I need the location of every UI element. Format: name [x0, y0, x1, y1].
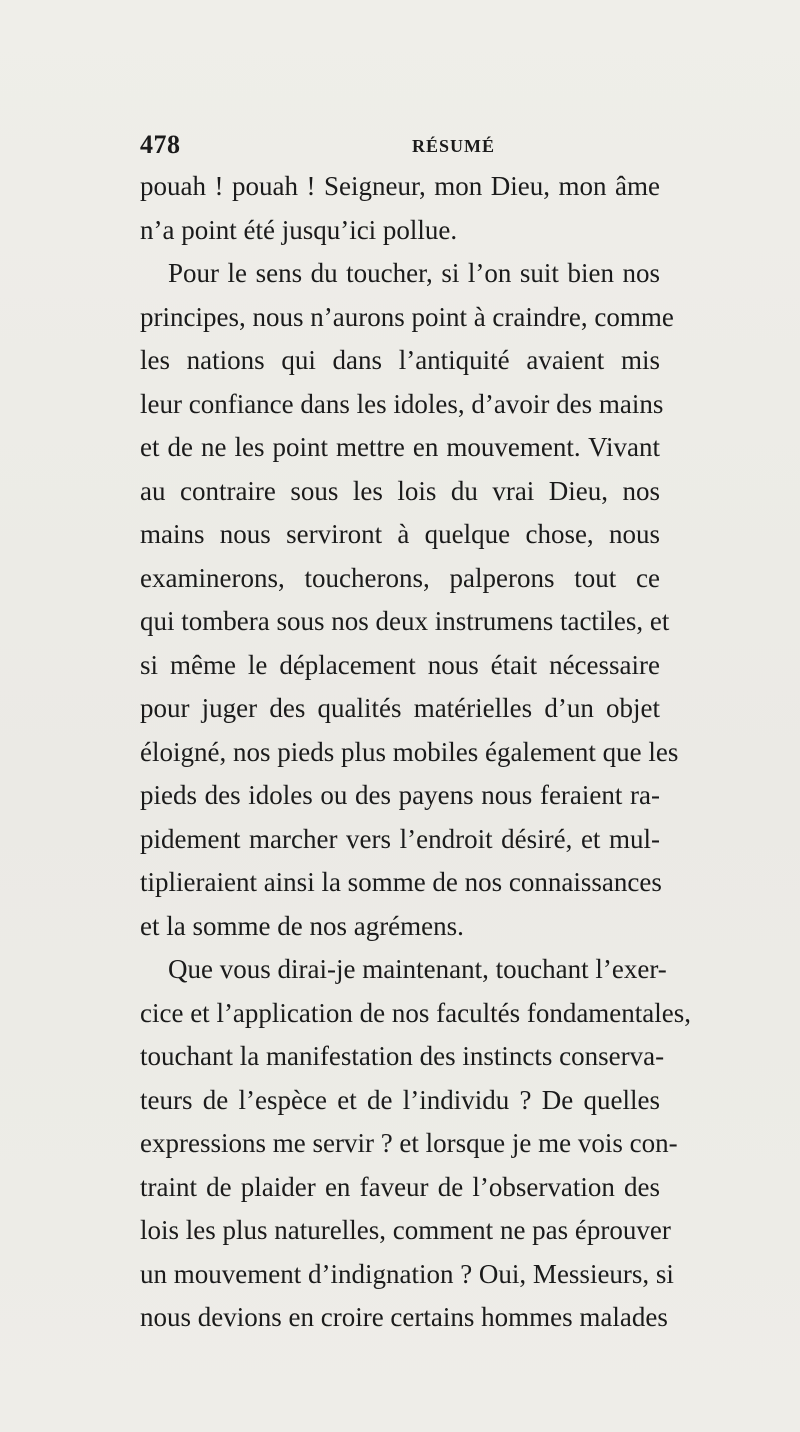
text-line: teurs de l’espèce et de l’individu ? De quelles	[140, 1084, 660, 1115]
text-line: n’a point été jusqu’ici pollue.	[140, 214, 458, 245]
body-text	[140, 165, 692, 1340]
text-line: lois les plus naturelles, comment ne pas éprouver	[140, 1215, 671, 1245]
text-line: un mouvement d’indignation ? Oui, Messieurs, si	[140, 1258, 674, 1289]
text-line: et la somme de nos agrémens.	[140, 910, 464, 941]
text-line: pidement marcher vers l’endroit désiré, et mul-	[140, 823, 660, 854]
text-line: Que vous dirai-je maintenant, touchant l’exer-	[168, 954, 667, 984]
text-line: pieds des idoles ou des payens nous feraient ra-	[140, 780, 660, 810]
text-line: qui tombera sous nos deux instrumens tactiles, et	[140, 606, 670, 636]
text-line: Pour le sens du toucher, si l’on suit bien nos	[168, 258, 660, 288]
text-line: traint de plaider en faveur de l’observation des	[140, 1171, 660, 1202]
text-line: nous devions en croire certains hommes malades	[140, 1302, 668, 1332]
text-line: leur confiance dans les idoles, d’avoir des mains	[140, 388, 664, 419]
text-line: cice et l’application de nos facultés fondamentales,	[140, 997, 692, 1028]
text-line: éloigné, nos pieds plus mobiles également que les	[140, 736, 679, 767]
text-line: pouah ! pouah ! Seigneur, mon Dieu, mon âme	[140, 171, 660, 201]
text-line: expressions me servir ? et lorsque je me vois con-	[140, 1128, 678, 1158]
text-line: touchant la manifestation des instincts conserva-	[140, 1041, 665, 1071]
text-line: tiplieraient ainsi la somme de nos connaissances	[140, 867, 662, 897]
text-line: principes, nous n’aurons point à craindre, comme	[140, 301, 674, 332]
text-line: pour juger des qualités matérielles d’un objet	[140, 693, 660, 723]
page-header	[140, 130, 700, 160]
text-line: et de ne les point mettre en mouvement. Vivant	[140, 432, 660, 462]
page-number: 478	[140, 130, 181, 159]
text-line: les nations qui dans l’antiquité avaient mis	[140, 345, 660, 375]
running-head: RÉSUMÉ	[412, 136, 496, 156]
text-line: si même le déplacement nous était nécessaire	[140, 649, 660, 680]
text-line: examinerons, toucherons, palperons tout ce	[140, 562, 660, 593]
text-line: au contraire sous les lois du vrai Dieu, nos	[140, 475, 660, 506]
text-line: mains nous serviront à quelque chose, nous	[140, 519, 660, 549]
